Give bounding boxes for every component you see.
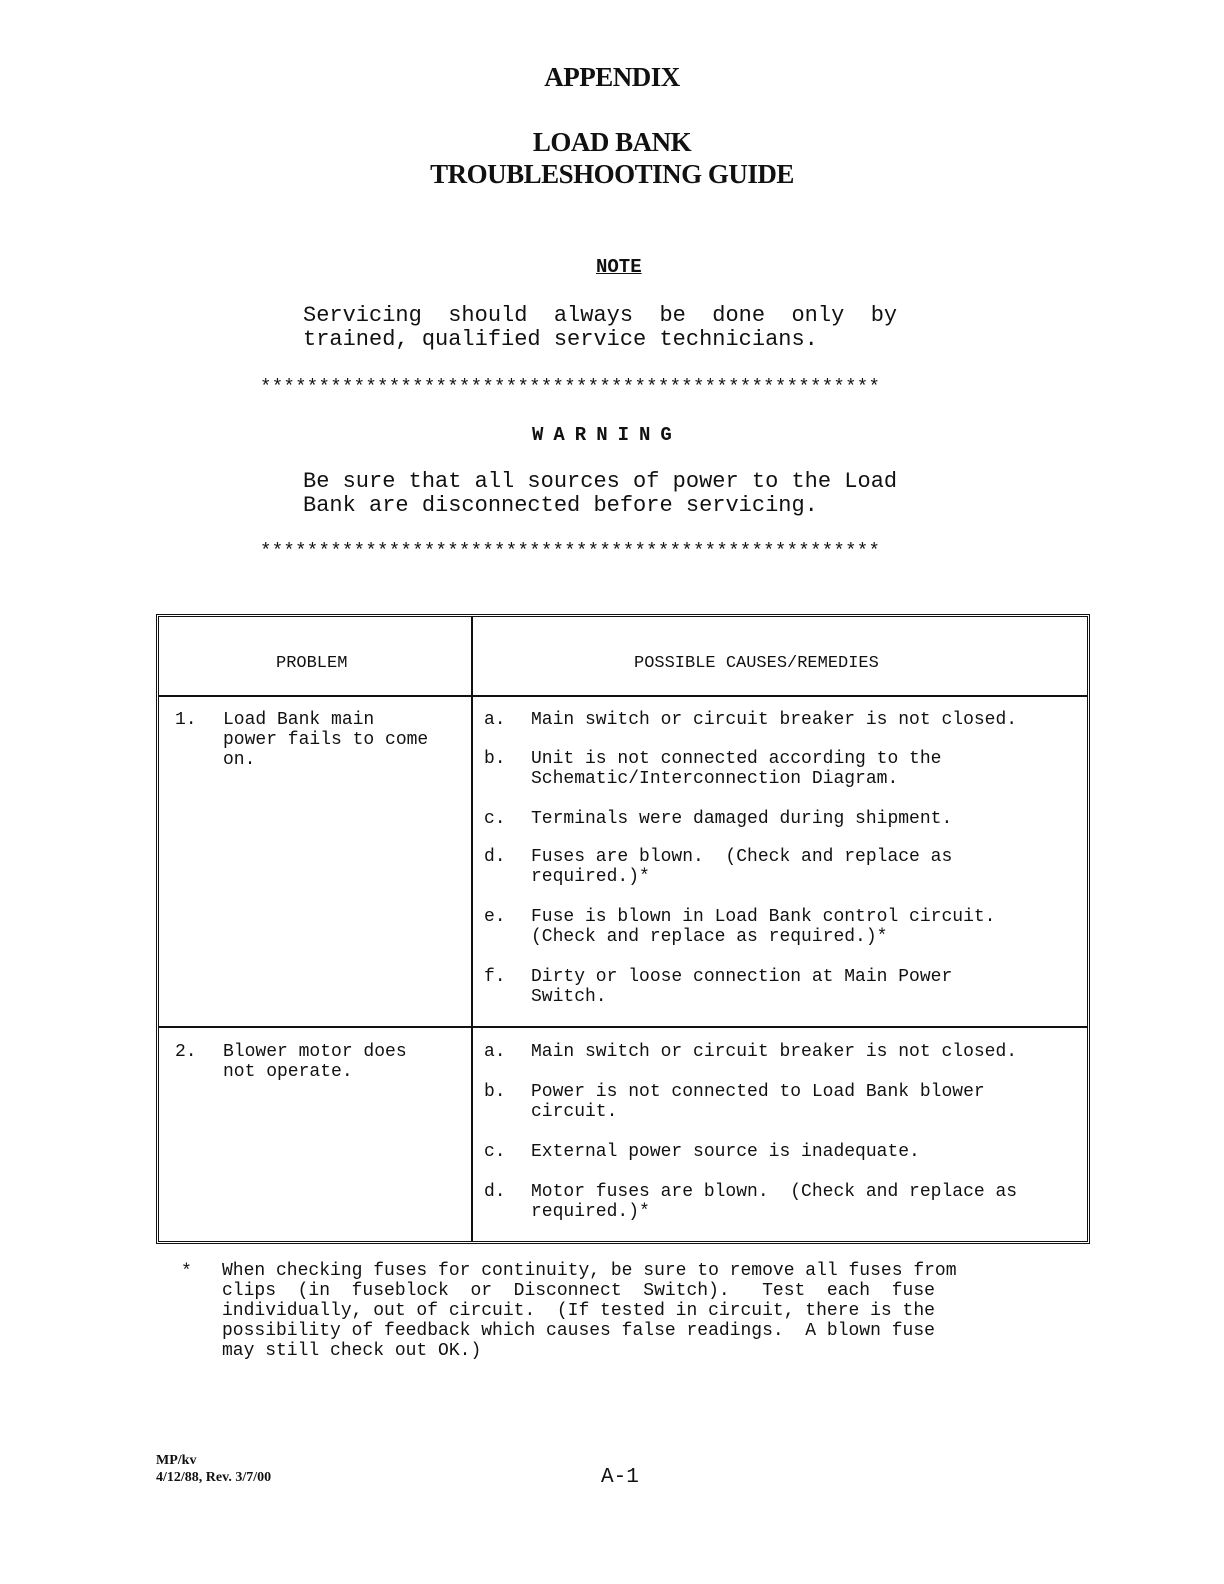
footer-date: 4/12/88, Rev. 3/7/00 [156, 1470, 272, 1485]
cause-letter: e. [484, 907, 506, 927]
note-heading: NOTE [596, 256, 642, 278]
row-divider [159, 1026, 1087, 1028]
cause-text: External power source is inadequate. [531, 1142, 920, 1162]
problem-description: Blower motor does not operate. [223, 1042, 407, 1082]
page-title-line1: LOAD BANK [532, 127, 692, 157]
problem-number: 1. [175, 710, 197, 730]
page-title-line2: TROUBLESHOOTING GUIDE [430, 159, 794, 189]
cause-text: Motor fuses are blown. (Check and replace as required.)* [531, 1182, 1018, 1222]
appendix-heading: APPENDIX [544, 62, 680, 92]
warning-heading: WARNING [532, 424, 682, 446]
problem-column-header: PROBLEM [276, 654, 348, 673]
cause-text: Fuses are blown. (Check and replace as required.)* [531, 847, 953, 887]
footnote-marker: * [181, 1262, 192, 1282]
footnote-text: When checking fuses for continuity, be sure to remove all fuses from clips (in fuseblock or Disconnect Switch). Test each fuse individually, out of circuit. (If tested in circuit, there is the possibility of feedback which causes false readings. A blown fuse may still check out OK.) [222, 1261, 957, 1361]
cause-letter: b. [484, 749, 506, 769]
page-number: A-1 [601, 1466, 639, 1489]
cause-text: Power is not connected to Load Bank blower circuit. [531, 1082, 985, 1122]
cause-text: Main switch or circuit breaker is not closed. [531, 710, 1018, 730]
cause-letter: a. [484, 1042, 506, 1062]
cause-letter: c. [484, 1142, 506, 1162]
footer-meta [156, 1452, 271, 1486]
cause-text: Unit is not connected according to the Schematic/Interconnection Diagram. [531, 749, 942, 789]
separator-stars-bottom: ***************************************************** [260, 540, 881, 562]
cause-letter: c. [484, 809, 506, 829]
cause-text: Dirty or loose connection at Main Power Switch. [531, 967, 953, 1007]
troubleshooting-table [156, 614, 1090, 1244]
separator-stars-top: ***************************************************** [260, 376, 881, 398]
problem-description: Load Bank main power fails to come on. [223, 710, 429, 770]
cause-letter: f. [484, 967, 506, 987]
cause-letter: a. [484, 710, 506, 730]
note-text: Servicing should always be done only by trained, qualified service technicians. [303, 303, 898, 352]
problem-number: 2. [175, 1042, 197, 1062]
warning-text: Be sure that all sources of power to the Load Bank are disconnected before servicing. [303, 469, 898, 518]
footer-initials: MP/kv [156, 1453, 197, 1468]
column-divider [471, 617, 473, 1241]
cause-text: Terminals were damaged during shipment. [531, 809, 953, 829]
cause-letter: b. [484, 1082, 506, 1102]
cause-letter: d. [484, 1182, 506, 1202]
header-divider [159, 695, 1087, 697]
cause-letter: d. [484, 847, 506, 867]
causes-column-header: POSSIBLE CAUSES/REMEDIES [634, 654, 879, 673]
cause-text: Main switch or circuit breaker is not closed. [531, 1042, 1018, 1062]
cause-text: Fuse is blown in Load Bank control circuit. (Check and replace as required.)* [531, 907, 996, 947]
